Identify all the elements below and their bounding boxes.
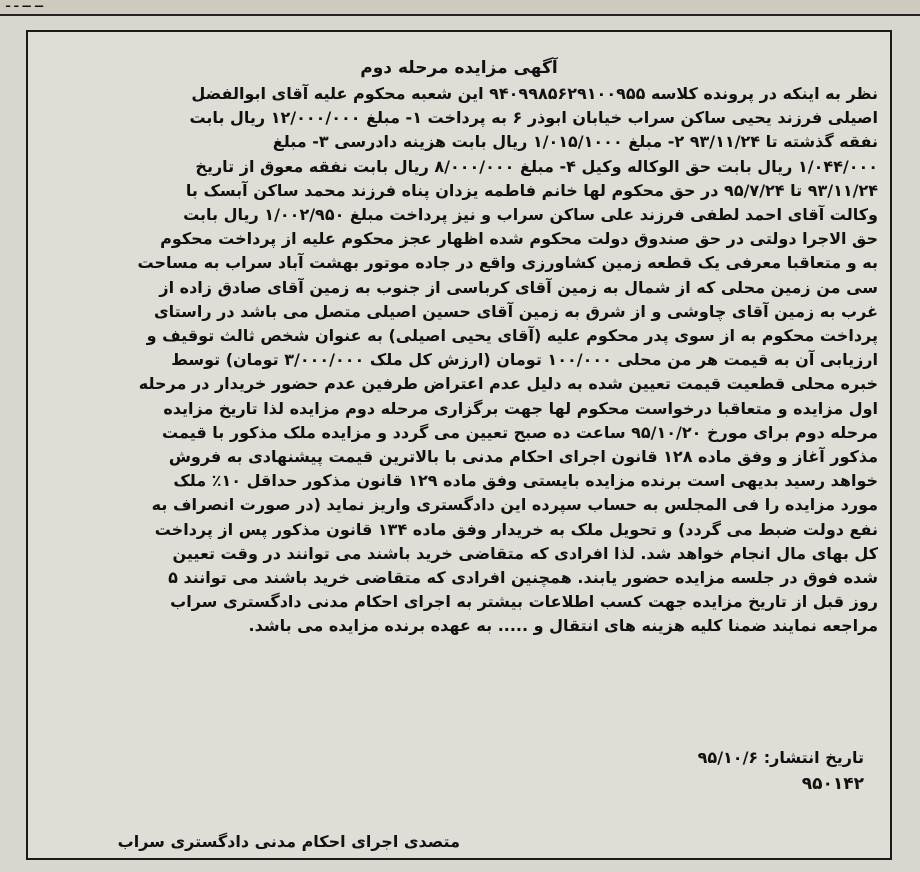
notice-line: ارزیابی آن به قیمت هر من محلی ۱۰۰/۰۰۰ تومان (ارزش کل ملک ۳/۰۰۰/۰۰۰ تومان) توسط bbox=[171, 350, 878, 370]
notice-line: ۱/۰۴۴/۰۰۰ ریال بابت حق الوکاله وکیل ۴- مبلغ ۸/۰۰۰/۰۰۰ ریال بابت نفقه معوق از تاریخ bbox=[195, 156, 878, 176]
notice-frame bbox=[26, 30, 892, 860]
notice-line: غرب به زمین آقای چاوشی و از شرق به زمین آقای حسین اصیلی متصل می باشد در راستای bbox=[153, 301, 878, 321]
top-strip bbox=[0, 0, 920, 16]
notice-line: اول مزایده و متعاقبا درخواست محکوم لها جهت برگزاری مرحله دوم مزایده لذا تاریخ مزایده bbox=[163, 398, 878, 418]
notice-line: خواهد رسید بدیهی است برنده مزایده بایستی وفق ماده ۱۲۹ قانون مذکور حداقل ۱۰٪ ملک bbox=[173, 471, 878, 491]
notice-line: شده فوق در جلسه مزایده حضور یابند. همچنین افرادی که متقاضی خرید باشند می توانند ۵ bbox=[168, 568, 878, 588]
notice-line: مرحله دوم برای مورخ ۹۵/۱۰/۲۰ ساعت ده صبح تعیین می گردد و مزایده ملک مذکور با قیمت bbox=[162, 422, 878, 442]
notice-line: پرداخت محکوم به از سوی پدر محکوم علیه (آقای یحیی اصیلی) به عنوان شخص ثالث توقیف و bbox=[146, 326, 878, 346]
notice-line: مراجعه نمایند ضمنا کلیه هزینه های انتقال و ..... به عهده برنده مزایده می باشد. bbox=[248, 616, 878, 636]
notice-line: اصیلی فرزند یحیی ساکن سراب خیابان ابوذر ۶ به پرداخت ۱- مبلغ ۱۲/۰۰۰/۰۰۰ ریال بابت bbox=[189, 108, 878, 128]
notice-line: خبره محلی قطعیت قیمت تعیین شده به دلیل عدم اعتراض طرفین عدم حضور خریدار در مرحله bbox=[138, 374, 878, 394]
notice-line: به و متعاقبا معرفی یک قطعه زمین کشاورزی واقع در جاده موتور بهشت آباد سراب به مساحت bbox=[137, 253, 878, 273]
notice-line: حق الاجرا دولتی در حق صندوق دولت محکوم شده اظهار عجز محکوم علیه از پرداخت محکوم bbox=[160, 229, 878, 249]
notice-body bbox=[42, 82, 878, 639]
notice-line: مورد مزایده را فی المجلس به حساب سپرده این دادگستری واریز نماید (در صورت انصراف به bbox=[151, 495, 878, 515]
notice-line: ۹۳/۱۱/۲۴ تا ۹۵/۷/۲۴ در حق محکوم لها خانم فاطمه یزدان پناه فرزند محمد ساکن آبسک با bbox=[185, 180, 878, 200]
notice-line: روز قبل از تاریخ مزایده جهت کسب اطلاعات بیشتر به اجرای احکام مدنی دادگستری سراب bbox=[170, 592, 878, 612]
publish-date: تاریخ انتشار: ۹۵/۱۰/۶ bbox=[697, 748, 864, 767]
notice-line: نفقه گذشته تا ۹۳/۱۱/۲۴ ۲- مبلغ ۱/۰۱۵/۱۰۰۰ ریال بابت هزینه دادرسی ۳- مبلغ bbox=[272, 132, 878, 152]
reference-number: ۹۵۰۱۴۲ bbox=[801, 774, 864, 794]
notice-line: سی من زمین محلی که از شمال به زمین آقای کرباسی از جنوب به زمین آقای صادق زاده از bbox=[159, 277, 878, 297]
notice-line: نظر به اینکه در پرونده کلاسه ۹۴۰۹۹۸۵۶۲۹۱۰۰۹۵۵ این شعبه محکوم علیه آقای ابوالفضل bbox=[191, 84, 878, 103]
notice-line: نفع دولت ضبط می گردد) و تحویل ملک به خریدار وفق ماده ۱۳۴ قانون مذکور پس از پرداخت bbox=[154, 519, 878, 539]
notice-line: وکالت آقای احمد لطفی فرزند علی ساکن سراب و نیز پرداخت مبلغ ۱/۰۰۲/۹۵۰ ریال بابت bbox=[183, 205, 878, 225]
notice-line: مذکور آغاز و وفق ماده ۱۲۸ قانون اجرای احکام مدنی با بالاترین قیمت پیشنهادی به فروش bbox=[168, 447, 878, 467]
signature: متصدی اجرای احکام مدنی دادگستری سراب bbox=[117, 832, 460, 851]
top-strip-text: ــ ــ ـ ـ bbox=[6, 0, 44, 10]
notice-title: آگهی مزایده مرحله دوم bbox=[360, 58, 558, 78]
notice-line: کل بهای مال انجام خواهد شد. لذا افرادی که متقاضی خرید باشند می توانند در وقت تعیین bbox=[172, 543, 878, 563]
